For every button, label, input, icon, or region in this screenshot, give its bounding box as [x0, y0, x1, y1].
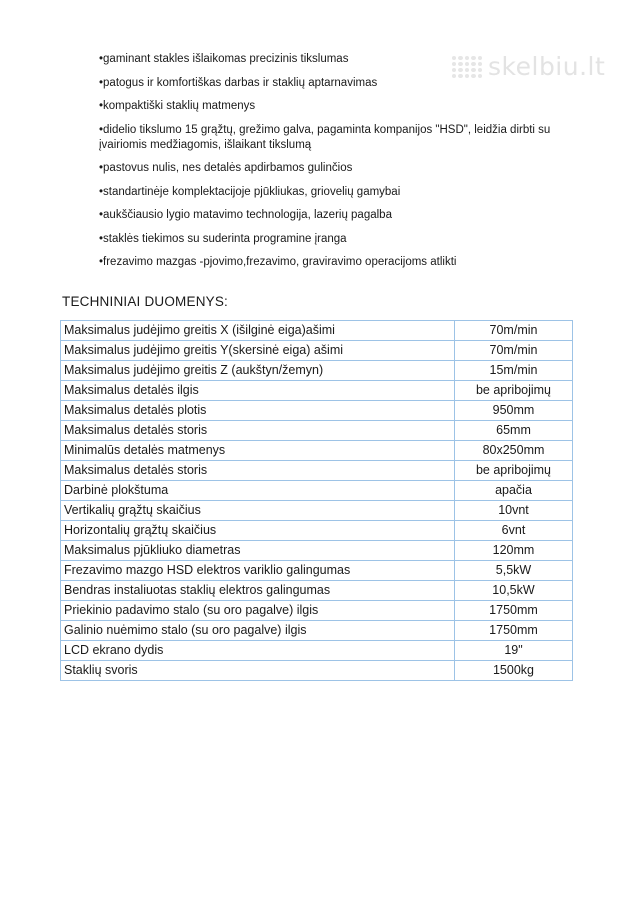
table-row	[61, 421, 573, 441]
feature-item: •aukščiausio lygio matavimo technologija, lazerių pagalba	[99, 209, 392, 221]
spec-name: Maksimalus detalės storis	[61, 461, 455, 481]
spec-name: Minimalūs detalės matmenys	[61, 441, 455, 461]
spec-name: LCD ekrano dydis	[61, 641, 455, 661]
table-row	[61, 541, 573, 561]
spec-name: Maksimalus detalės plotis	[61, 401, 455, 421]
table-row	[61, 581, 573, 601]
table-row	[61, 461, 573, 481]
spec-value: 65mm	[455, 421, 573, 441]
spec-value: 10,5kW	[455, 581, 573, 601]
table-row	[61, 661, 573, 681]
spec-name: Maksimalus judėjimo greitis X (išilginė eiga)ašimi	[61, 321, 455, 341]
spec-name: Darbinė plokštuma	[61, 481, 455, 501]
spec-value: 950mm	[455, 401, 573, 421]
table-row	[61, 381, 573, 401]
spec-name: Priekinio padavimo stalo (su oro pagalve) ilgis	[61, 601, 455, 621]
table-row	[61, 341, 573, 361]
feature-item: •gaminant stakles išlaikomas precizinis tikslumas	[99, 53, 349, 65]
spec-name: Maksimalus judėjimo greitis Y(skersinė eiga) ašimi	[61, 341, 455, 361]
spec-value: 120mm	[455, 541, 573, 561]
table-row	[61, 501, 573, 521]
spec-name: Bendras instaliuotas staklių elektros galingumas	[61, 581, 455, 601]
feature-item: •standartinėje komplektacijoje pjūkliukas, griovelių gamybai	[99, 185, 401, 198]
table-row	[61, 521, 573, 541]
spec-name: Maksimalus detalės ilgis	[61, 381, 455, 401]
table-row	[61, 401, 573, 421]
spec-value: 80x250mm	[455, 441, 573, 461]
table-row	[61, 641, 573, 661]
table-row	[61, 601, 573, 621]
table-row	[61, 561, 573, 581]
spec-value: 1500kg	[455, 661, 573, 681]
feature-item: •kompaktiški staklių matmenys	[99, 100, 256, 112]
spec-name: Horizontalių grąžtų skaičius	[61, 521, 455, 541]
feature-item: •frezavimo mazgas -pjovimo,frezavimo, graviravimo operacijoms atlikti	[99, 256, 457, 268]
spec-value: 15m/min	[455, 361, 573, 381]
feature-list	[99, 52, 559, 279]
feature-item: •didelio tikslumo 15 grąžtų, grežimo galva, pagaminta kompanijos "HSD", leidžia dirbti su įvairiomis medžiagomis, išlaikant tikslumą	[99, 123, 551, 151]
spec-name: Maksimalus pjūkliuko diametras	[61, 541, 455, 561]
spec-value: 70m/min	[455, 341, 573, 361]
watermark-text: skelbiu.lt	[488, 52, 606, 81]
table-row	[61, 321, 573, 341]
spec-name: Staklių svoris	[61, 661, 455, 681]
spec-value: 70m/min	[455, 321, 573, 341]
spec-name: Vertikalių grąžtų skaičius	[61, 501, 455, 521]
feature-item: •staklės tiekimos su suderinta programine įranga	[99, 232, 347, 245]
table-row	[61, 441, 573, 461]
spec-name: Frezavimo mazgo HSD elektros variklio galingumas	[61, 561, 455, 581]
table-row	[61, 361, 573, 381]
spec-value: 1750mm	[455, 601, 573, 621]
spec-name: Maksimalus judėjimo greitis Z (aukštyn/žemyn)	[61, 361, 455, 381]
spec-value: 1750mm	[455, 621, 573, 641]
spec-value: 19"	[455, 641, 573, 661]
table-row	[61, 621, 573, 641]
section-heading: TECHNINIAI DUOMENYS:	[62, 294, 229, 309]
spec-value: be apribojimų	[455, 381, 573, 401]
spec-value: 10vnt	[455, 501, 573, 521]
spec-value: 6vnt	[455, 521, 573, 541]
feature-item: •pastovus nulis, nes detalės apdirbamos gulinčios	[99, 162, 353, 174]
spec-value: be apribojimų	[455, 461, 573, 481]
spec-table	[60, 320, 573, 681]
feature-item: •patogus ir komfortiškas darbas ir staklių aptarnavimas	[99, 76, 378, 89]
spec-value: apačia	[455, 481, 573, 501]
spec-name: Maksimalus detalės storis	[61, 421, 455, 441]
spec-name: Galinio nuėmimo stalo (su oro pagalve) ilgis	[61, 621, 455, 641]
table-row	[61, 481, 573, 501]
spec-value: 5,5kW	[455, 561, 573, 581]
